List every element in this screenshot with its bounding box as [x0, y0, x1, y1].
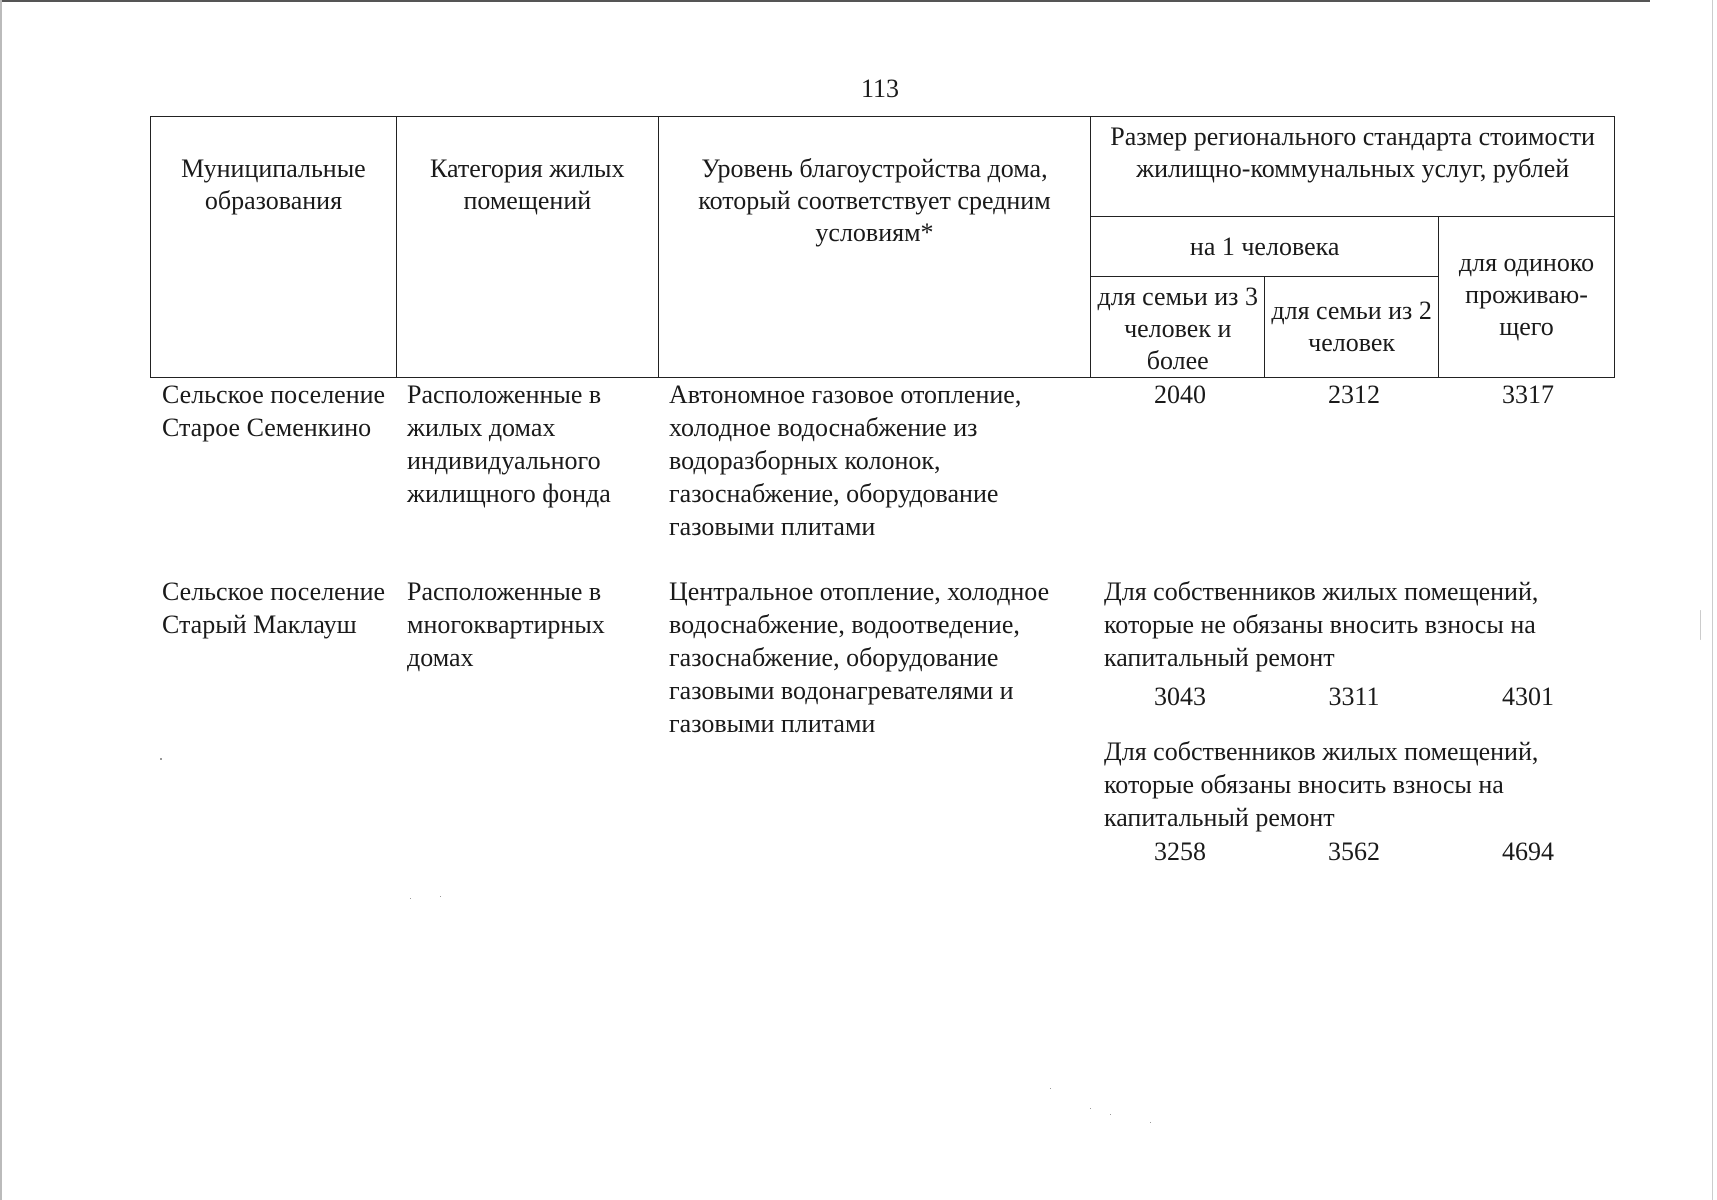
row1-category: Расположенные в жилых домах индивидуального жилищного фонда — [407, 380, 611, 508]
row2-municipal: Сельское поселение Старый Маклауш — [162, 577, 386, 639]
scan-border-top — [0, 0, 1650, 2]
row2-group2-note: Для собственников жилых помещений, которые обязаны вносить взносы на капитальный ремонт — [1104, 737, 1539, 832]
row1-value-family2: 2312 — [1328, 380, 1380, 409]
row2-category: Расположенные в многоквартирных домах — [407, 577, 605, 672]
page-number: 113 — [860, 74, 900, 103]
header-municipal: Муниципальные образования — [151, 117, 397, 378]
scan-speck — [1110, 1114, 1111, 1115]
row2-group1-value-family2: 3311 — [1328, 682, 1380, 711]
table-header — [150, 116, 1615, 378]
row2-group1-value-family3: 3043 — [1154, 682, 1206, 711]
row1-value-single: 3317 — [1502, 380, 1554, 409]
header-per-person: на 1 человека — [1091, 217, 1439, 277]
row2-level: Центральное отопление, холодное водоснабжение, водоотведение, газоснабжение, оборудование газовыми водонагревателями и газовыми плитами — [669, 577, 1050, 738]
scan-speck — [160, 758, 162, 760]
header-single: для одиноко проживаю-щего — [1439, 217, 1615, 378]
row2-group1-value-single: 4301 — [1502, 682, 1554, 711]
row1-municipal: Сельское поселение Старое Семенкино — [162, 380, 386, 442]
header-level: Уровень благоустройства дома, который соответствует средним условиям* — [658, 117, 1091, 378]
header-standard: Размер регионального стандарта стоимости жилищно-коммунальных услуг, рублей — [1091, 117, 1615, 217]
row2-group2-value-family3: 3258 — [1154, 837, 1206, 866]
header-family2: для семьи из 2 человек — [1265, 277, 1439, 378]
scan-speck — [410, 898, 411, 899]
scan-border-left — [0, 0, 2, 1200]
scan-border-right — [1712, 0, 1713, 1200]
header-category: Категория жилых помещений — [396, 117, 658, 378]
scan-speck — [1150, 1122, 1151, 1123]
scan-speck — [440, 896, 441, 897]
row1-value-family3: 2040 — [1154, 380, 1206, 409]
scan-speck — [1050, 1088, 1051, 1089]
scan-speck — [1700, 610, 1701, 640]
scan-speck — [1090, 1108, 1091, 1109]
row1-level: Автономное газовое отопление, холодное водоснабжение из водоразборных колонок, газоснабжение, оборудование газовыми плитами — [669, 380, 1022, 541]
row2-group2-value-single: 4694 — [1502, 837, 1554, 866]
row2-group2-value-family2: 3562 — [1328, 837, 1380, 866]
header-family3: для семьи из 3 человек и более — [1091, 277, 1265, 378]
row2-group1-note: Для собственников жилых помещений, которые не обязаны вносить взносы на капитальный ремонт — [1104, 577, 1539, 672]
